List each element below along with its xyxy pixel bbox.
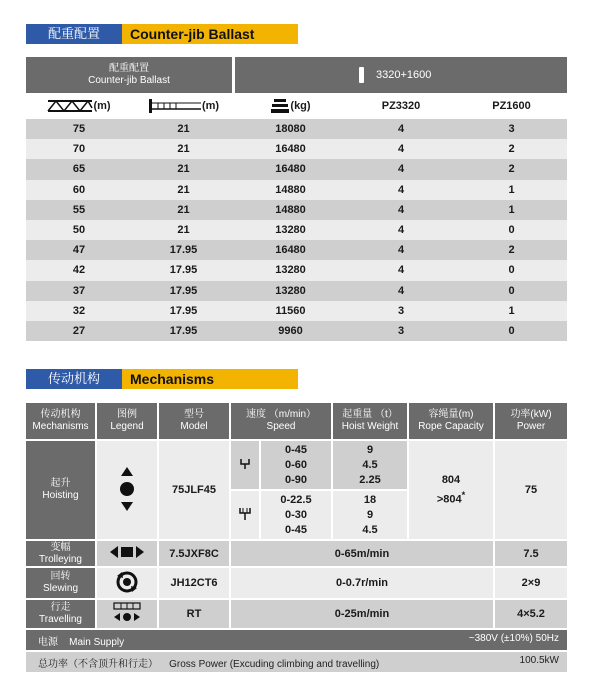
- model-col-header: 型号 Model: [158, 403, 230, 440]
- ballast-row: [26, 180, 567, 200]
- ballast-header-label: [26, 57, 232, 93]
- slewing-speed: 0-0.7r/min: [230, 567, 494, 599]
- ballast-weight-cell: 16480: [275, 143, 306, 156]
- hoisting-label: 起升 Hoisting: [26, 440, 96, 540]
- ballast-weight-cell: 16480: [275, 163, 306, 176]
- gross-power-value: 100.5kW: [519, 654, 559, 666]
- slewing-legend: [96, 567, 158, 599]
- crane-icon: [359, 67, 364, 83]
- travelling-row: [26, 599, 567, 629]
- hoisting-speed-b: 0-22.5 0-30 0-45: [260, 490, 332, 540]
- mech-col-header: 传动机构 Mechanisms: [26, 403, 96, 440]
- hoisting-weight-a: 9 4.5 2.25: [332, 440, 408, 490]
- pz1600-count-cell: 1: [508, 304, 515, 317]
- ballast-weight-cell: 13280: [275, 224, 306, 237]
- jib-length-cell: 42: [72, 264, 86, 277]
- mech-title-cn: 传动机构: [26, 369, 122, 389]
- ballast-row: [26, 200, 567, 220]
- trolleying-model: 7.5JXF8C: [158, 540, 230, 567]
- weight-unit: (kg): [290, 100, 311, 112]
- travelling-legend: [96, 599, 158, 629]
- pz1600-count-cell: 1: [508, 203, 515, 216]
- jib-length-cell: 50: [72, 224, 86, 237]
- jib-length-cell: 37: [72, 284, 86, 297]
- pz3320-header: PZ3320: [381, 100, 421, 112]
- hoist-arrows-icon: [119, 467, 135, 511]
- ballast-header-en: Counter-jib Ballast: [88, 75, 170, 86]
- travelling-label: 行走 Travelling: [26, 599, 96, 629]
- pz1600-count-cell: 2: [508, 163, 515, 176]
- travelling-power: 4×5.2: [494, 599, 567, 629]
- jib-unit: (m): [93, 100, 111, 112]
- pz3320-count-cell: 4: [397, 143, 405, 156]
- trolley-arrows-icon: [110, 546, 144, 558]
- jib-length-cell: 75: [72, 123, 86, 136]
- travelling-speed: 0-25m/min: [230, 599, 494, 629]
- counter-jib-length-cell: 21: [177, 163, 190, 176]
- ballast-table-header: [26, 57, 567, 93]
- ballast-weight-cell: 9960: [278, 324, 303, 337]
- ballast-weight-cell: 16480: [275, 244, 306, 257]
- jib-truss-icon: [47, 100, 93, 112]
- pz1600-header: PZ1600: [492, 100, 531, 112]
- single-hook-icon: [239, 458, 251, 470]
- hoisting-rope: 804 >804*: [408, 440, 494, 540]
- pz1600-count-cell: 1: [508, 183, 515, 196]
- pz3320-count-cell: 4: [397, 244, 405, 257]
- main-supply-label-en: Main Supply: [69, 636, 125, 648]
- slewing-power: 2×9: [494, 567, 567, 599]
- trolleying-legend: [96, 540, 158, 567]
- ballast-header-cn: 配重配置: [109, 63, 149, 74]
- pz1600-count-cell: 0: [508, 264, 515, 277]
- hoisting-weight-b: 18 9 4.5: [332, 490, 408, 540]
- ballast-title-cn: 配重配置: [26, 24, 122, 44]
- gross-power-row: [26, 651, 567, 672]
- jib-length-cell: 55: [72, 203, 86, 216]
- trolleying-label: 变幅 Trolleying: [26, 540, 96, 567]
- hoisting-speed-a: 0-45 0-60 0-90: [260, 440, 332, 490]
- pz1600-count-cell: 0: [508, 224, 515, 237]
- jib-length-cell: 32: [72, 304, 86, 317]
- pz3320-count-cell: 4: [397, 183, 405, 196]
- ballast-row: [26, 321, 567, 341]
- ballast-weight-header: [235, 98, 346, 114]
- ballast-weight-cell: 14880: [275, 203, 306, 216]
- hoisting-legend: [96, 440, 158, 540]
- ballast-row: [26, 139, 567, 159]
- jib-length-cell: 47: [72, 244, 86, 257]
- rope-col-header: 容绳量(m) Rope Capacity: [408, 403, 494, 440]
- gross-power-label-en: Gross Power (Excuding climbing and travelling): [169, 658, 380, 670]
- pz3320-count-cell: 4: [397, 264, 405, 277]
- main-supply-value: ~380V (±10%) 50Hz: [468, 632, 559, 644]
- hoisting-row-a: [26, 440, 567, 490]
- mech-section-header: [26, 369, 298, 389]
- ballast-rows: [26, 119, 567, 341]
- ballast-row: [26, 240, 567, 260]
- ballast-row: [26, 281, 567, 301]
- hoist-col-header: 起重量 （t） Hoist Weight: [332, 403, 408, 440]
- ballast-row: [26, 301, 567, 321]
- counter-jib-length-cell: 21: [177, 224, 190, 237]
- counter-jib-unit: (m): [201, 100, 220, 112]
- travelling-icon: [112, 602, 142, 624]
- mech-title-en: Mechanisms: [122, 369, 298, 389]
- ballast-row: [26, 220, 567, 240]
- slewing-row: [26, 567, 567, 599]
- config-label: 3320+1600: [376, 69, 432, 81]
- ballast-title-en: Counter-jib Ballast: [122, 24, 298, 44]
- counter-jib-length-cell: 21: [177, 203, 190, 216]
- legend-col-header: 图例 Legend: [96, 403, 158, 440]
- trolleying-speed: 0-65m/min: [230, 540, 494, 567]
- mechanisms-table: [26, 403, 567, 672]
- single-hook-cell: [230, 440, 260, 490]
- pz3320-count-cell: 3: [397, 304, 405, 317]
- ballast-weight-cell: 11560: [275, 304, 306, 317]
- speed-col-header: 速度 （m/min） Speed: [230, 403, 332, 440]
- pz3320-count-cell: 4: [397, 284, 405, 297]
- ballast-section-header: [26, 24, 298, 44]
- counter-jib-length-cell: 21: [177, 143, 190, 156]
- main-supply-label-cn: 电源: [38, 636, 58, 648]
- power-col-header: 功率(kW) Power: [494, 403, 567, 440]
- counter-jib-length-cell: 17.95: [169, 244, 198, 257]
- pz1600-count-cell: 0: [508, 284, 515, 297]
- ballast-row: [26, 260, 567, 280]
- pz1600-count-cell: 2: [508, 143, 515, 156]
- counter-jib-length-cell: 17.95: [169, 304, 198, 317]
- counter-jib-length-cell: 17.95: [169, 264, 198, 277]
- counter-jib-length-header: [132, 98, 235, 114]
- double-hook-icon: [239, 507, 251, 521]
- slewing-model: JH12CT6: [158, 567, 230, 599]
- trolleying-power: 7.5: [494, 540, 567, 567]
- counter-jib-icon: [148, 98, 202, 114]
- config-header: [235, 57, 567, 93]
- ballast-weight-icon: [270, 98, 290, 114]
- hoisting-model: 75JLF45: [158, 440, 230, 540]
- jib-length-cell: 60: [72, 183, 86, 196]
- ballast-weight-cell: 13280: [275, 284, 306, 297]
- double-hook-cell: [230, 490, 260, 540]
- ballast-weight-cell: 13280: [275, 264, 306, 277]
- pz1600-count-cell: 3: [508, 123, 515, 136]
- ballast-subheader: [26, 93, 567, 119]
- ballast-row: [26, 159, 567, 179]
- trolleying-row: [26, 540, 567, 567]
- pz1600-count-cell: 0: [508, 324, 515, 337]
- counter-jib-length-cell: 17.95: [169, 284, 198, 297]
- pz3320-count-cell: 4: [397, 123, 405, 136]
- jib-length-cell: 65: [72, 163, 86, 176]
- slewing-label: 回转 Slewing: [26, 567, 96, 599]
- jib-length-cell: 27: [72, 324, 86, 337]
- jib-length-header: [26, 100, 132, 112]
- ballast-table: [26, 57, 567, 341]
- ballast-weight-cell: 14880: [275, 183, 306, 196]
- ballast-row: [26, 119, 567, 139]
- slewing-icon: [115, 570, 139, 594]
- hoisting-power: 75: [494, 440, 567, 540]
- counter-jib-length-cell: 21: [177, 183, 190, 196]
- travelling-model: RT: [158, 599, 230, 629]
- pz1600-count-cell: 2: [508, 244, 515, 257]
- ballast-weight-cell: 18080: [275, 123, 306, 136]
- main-supply-row: [26, 629, 567, 651]
- counter-jib-length-cell: 17.95: [169, 324, 198, 337]
- pz3320-count-cell: 3: [397, 324, 405, 337]
- pz3320-count-cell: 4: [397, 224, 405, 237]
- pz3320-count-cell: 4: [397, 203, 405, 216]
- counter-jib-length-cell: 21: [177, 123, 190, 136]
- pz3320-count-cell: 4: [397, 163, 405, 176]
- gross-power-label-cn: 总功率（不含顶升和行走）: [38, 658, 158, 670]
- mech-header-row: [26, 403, 567, 440]
- jib-length-cell: 70: [72, 143, 86, 156]
